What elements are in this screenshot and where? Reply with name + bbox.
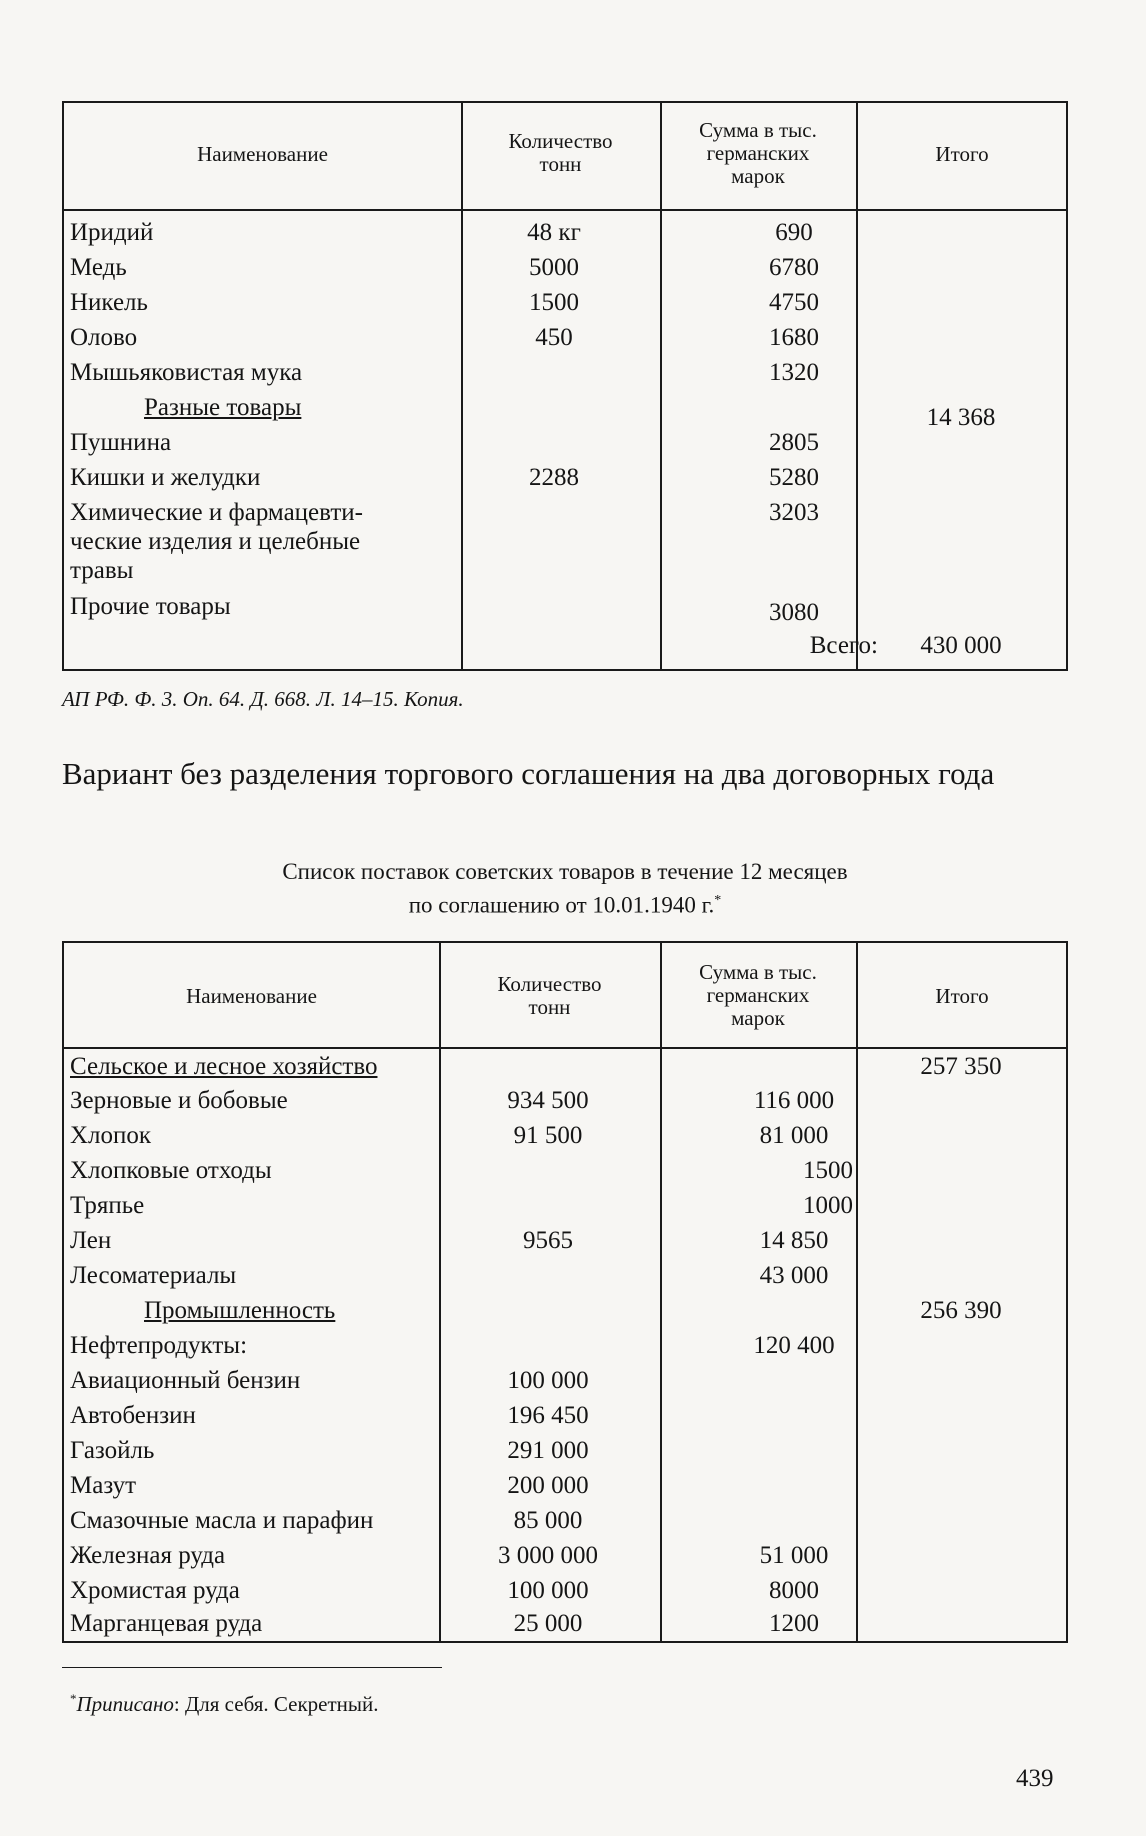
total-value: 430 000: [920, 632, 1002, 659]
header-sum: Сумма в тыс. германских марок: [699, 118, 817, 188]
section-total: 256 390: [920, 1297, 1002, 1324]
table-caption: Список поставок советских товаров в течение 12 месяцев по соглашению от 10.01.1940 г.*: [282, 859, 848, 918]
table-row: Нефтепродукты: 120 400: [70, 1332, 835, 1359]
table-row: Мазут 200 000: [70, 1472, 589, 1499]
page-number: 439: [1016, 1765, 1054, 1792]
section-row: Промышленность 256 390: [64, 1294, 1066, 1328]
footnote: *Приписано: Для себя. Секретный.: [70, 1691, 379, 1716]
table-row: Олово 450 1680: [70, 324, 819, 351]
header-name: Наименование: [186, 984, 317, 1008]
table-row: Автобензин 196 450: [70, 1402, 589, 1429]
section-row: Разные товары 14 368: [64, 391, 1066, 425]
section-row: Сельское и лесное хозяйство 257 350: [64, 1050, 1066, 1084]
archive-source: АП РФ. Ф. 3. Оп. 64. Д. 668. Л. 14–15. Копия.: [62, 687, 464, 711]
table-row: Мышьяковистая мука 1320: [70, 359, 819, 386]
section-heading: Вариант без разделения торгового соглашения на два договорных года: [62, 756, 995, 791]
table-row: Медь 5000 6780: [70, 254, 819, 281]
total-row: [64, 629, 1066, 663]
footnote-marker: *: [714, 893, 722, 908]
table-row: Никель 1500 4750: [70, 289, 819, 316]
section-total: 257 350: [920, 1053, 1002, 1080]
table-row: Зерновые и бобовые 934 500 116 000: [70, 1087, 835, 1114]
table-row: Химические и фармацевти- ческие изделия и целебные травы 3203: [70, 499, 819, 584]
header-qty: Количество тонн: [508, 129, 613, 176]
table-row: Авиационный бензин 100 000: [70, 1367, 589, 1394]
header-divider: [64, 1047, 1066, 1049]
table-row: Смазочные масла и парафин 85 000: [70, 1507, 583, 1534]
total-label: Всего:: [809, 632, 878, 659]
header-sum: Сумма в тыс. германских марок: [699, 960, 817, 1030]
header-divider: [64, 209, 1066, 211]
table-row: Иридий 48 кг 690: [70, 219, 813, 246]
table-row: Пушнина 2805: [70, 429, 819, 456]
table-row: Тряпье 1000: [70, 1192, 853, 1219]
table-row: Лен 9565 14 850: [70, 1227, 829, 1254]
table-row: Хлопок 91 500 81 000: [70, 1122, 829, 1149]
header-qty: Количество тонн: [497, 972, 602, 1019]
header-total: Итого: [935, 984, 989, 1008]
table-row: Кишки и желудки 2288 5280: [70, 464, 819, 491]
table-1: [62, 101, 1068, 671]
table-row: Лесоматериалы 43 000: [70, 1262, 829, 1289]
table-row: Газойль 291 000: [70, 1437, 589, 1464]
table-row: Марганцевая руда 25 000 1200: [70, 1610, 819, 1637]
table-row: Прочие товары 3080: [70, 593, 819, 626]
footnote-divider: [62, 1667, 442, 1668]
section-total: 14 368: [926, 404, 996, 431]
header-name: Наименование: [197, 142, 328, 166]
table-2: [62, 941, 1068, 1643]
table-row: Хромистая руда 100 000 8000: [70, 1577, 819, 1604]
table-row: Хлопковые отходы 1500: [70, 1157, 853, 1184]
table-row: Железная руда 3 000 000 51 000: [70, 1542, 829, 1569]
header-total: Итого: [935, 142, 989, 166]
